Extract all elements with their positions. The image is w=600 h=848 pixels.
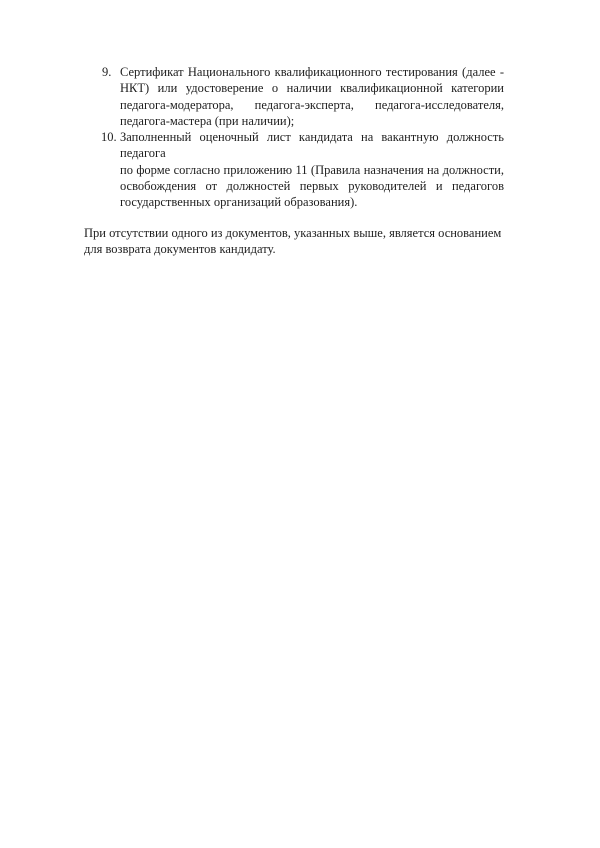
closing-paragraph-line-1: При отсутствии одного из документов, указанных выше, является основанием [84, 226, 502, 240]
closing-paragraph-line-2: для возврата документов кандидату. [84, 242, 276, 257]
list-item-9 [102, 64, 504, 129]
closing-paragraph [84, 225, 514, 258]
numbered-list [101, 64, 504, 211]
list-item-10-number: 10. [101, 130, 117, 145]
list-item-9-line-3: педагога-модератора, педагога-эксперта, педагога-исследователя, [120, 97, 504, 112]
list-item-9-number: 9. [102, 65, 112, 79]
list-item-10-line-1: Заполненный оценочный лист кандидата на вакантную должность педагога [120, 130, 504, 161]
list-item-9-line-1: Сертификат Национального квалификационного тестирования (далее - [120, 65, 504, 79]
list-item-10 [101, 129, 504, 210]
list-item-9-line-4: педагога-мастера (при наличии); [120, 113, 295, 128]
list-item-9-line-2: НКТ) или удостоверение о наличии квалификационной категории [120, 81, 504, 96]
list-item-10-line-4: государственных организаций образования). [120, 195, 358, 210]
list-item-10-line-3: освобождения от должностей первых руководителей и педагогов [120, 179, 504, 194]
list-item-10-line-2: по форме согласно приложению 11 (Правила назначения на должности, [120, 162, 504, 177]
